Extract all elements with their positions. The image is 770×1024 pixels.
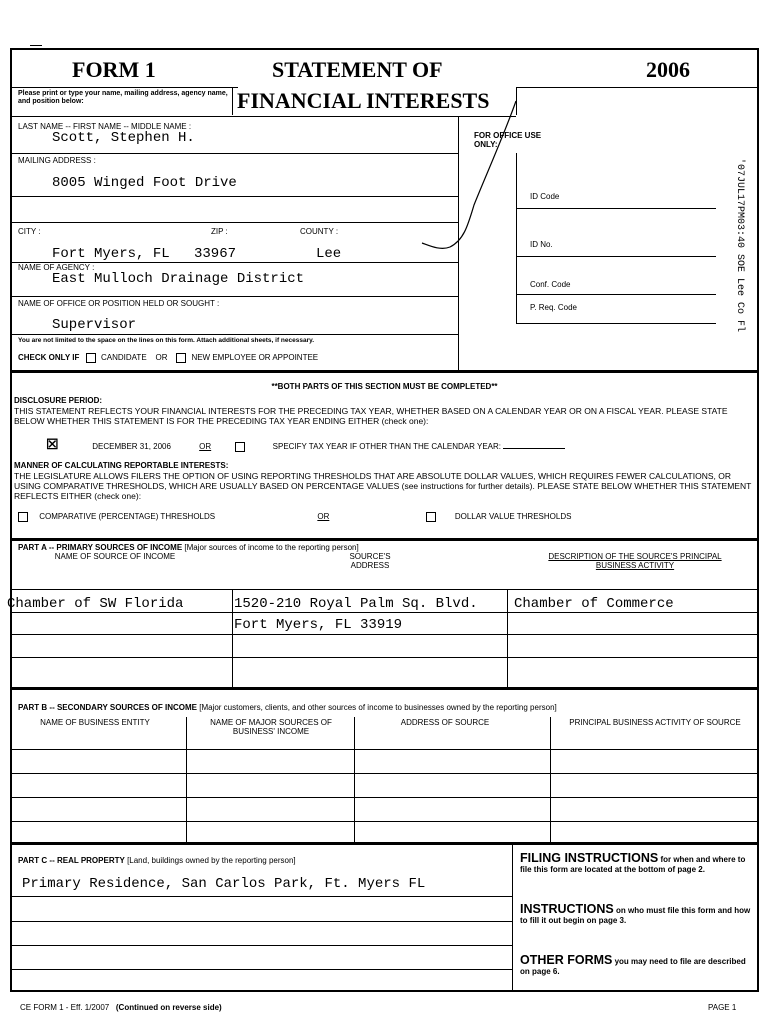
specify-label: SPECIFY TAX YEAR IF OTHER THAN THE CALENDAR YEAR: [272,442,501,451]
part-a-r1-name[interactable]: Chamber of SW Florida [7,596,184,612]
office-label: NAME OF OFFICE OR POSITION HELD OR SOUGHT : [18,299,220,308]
part-c-r1[interactable]: Primary Residence, San Carlos Park, Ft. Myers FL [22,876,426,892]
id-code-label: ID Code [530,192,560,201]
filing-heading: FILING INSTRUCTIONS [520,851,659,865]
part-a-col3-header: DESCRIPTION OF THE SOURCE'S PRINCIPAL BUSINESS ACTIVITY [548,552,722,570]
county-value[interactable]: Lee [316,246,342,262]
part-b-title: PART B -- SECONDARY SOURCES OF INCOME [18,703,197,712]
p-req-code-label: P. Req. Code [530,303,577,312]
office-stamp: '07JUL17PM03:40 SOE Lee Co Fl [734,158,745,333]
filing-text: for when and where to file this form are located at the bottom of page 2. [520,855,746,874]
part-c-title-row [18,856,296,865]
part-a-col1-header: NAME OF SOURCE OF INCOME [54,552,176,561]
conf-code-label: Conf. Code [530,280,571,289]
period-text: THIS STATEMENT REFLECTS YOUR FINANCIAL INTERESTS FOR THE PRECEDING TAX YEAR, WHETHER BASED ON A CALENDAR YEAR OR ON A FISCAL YEAR. PLEASE STATE BELOW WHETHER THIS STATEMENT IS FOR THE PRECEDING TAX YEAR ENDING EITHER (check one): [14,406,728,426]
manner-text: THE LEGISLATURE ALLOWS FILERS THE OPTION OF USING REPORTING THRESHOLDS THAT ARE ABSOLUTE DOLLAR VALUES, WHICH REQUIRES FEWER CALCULATIONS, OR USING COMPARATIVE THRESHOLDS, WHICH ARE USUALLY BASED ON PERCENTAGE VALUES (see instructions for further details). PLEASE STATE BELOW WHETHER THIS STATEMENT REFLECTS EITHER (check one): [14,471,752,501]
new-employee-checkbox[interactable] [176,353,186,363]
period-options [46,436,746,453]
city-label: CITY : [18,227,41,236]
part-a-r2-address[interactable]: Fort Myers, FL 33919 [234,617,403,633]
zip-label: ZIP : [211,227,228,236]
zip-value[interactable]: 33967 [194,246,237,262]
instr-heading: INSTRUCTIONS [520,902,614,916]
threshold-or: OR [317,512,330,522]
city-value[interactable]: Fort Myers, FL [52,246,170,262]
part-b-title-row [18,703,557,712]
title-line-2: FINANCIAL INTERESTS [237,88,490,113]
hand-drawn-line [420,95,530,265]
form-number: FORM 1 [72,57,156,82]
period-title: DISCLOSURE PERIOD: [14,396,103,405]
name-label: LAST NAME -- FIRST NAME -- MIDDLE NAME : [18,122,192,131]
other-forms [520,955,752,977]
county-label: COUNTY : [300,227,339,236]
mailing-value[interactable]: 8005 Winged Foot Drive [52,175,237,191]
mailing-label: MAILING ADDRESS : [18,156,96,165]
agency-label: NAME OF AGENCY : [18,263,95,272]
who-must-file-instructions [520,904,752,926]
part-c-subtitle: [Land, buildings owned by the reporting person] [127,856,296,865]
manner-title: MANNER OF CALCULATING REPORTABLE INTERESTS: [14,461,229,470]
other-heading: OTHER FORMS [520,953,613,967]
candidate-row [18,353,318,363]
dec31-check-icon[interactable]: ☒ [46,436,59,452]
part-a-r1-address[interactable]: 1520-210 Royal Palm Sq. Blvd. [234,596,478,612]
part-b-col1-header: NAME OF BUSINESS ENTITY [40,718,150,727]
name-value[interactable]: Scott, Stephen H. [52,130,195,146]
part-b-subtitle: [Major customers, clients, and other sources of income to businesses owned by the reporting person] [199,703,557,712]
new-employee-label: NEW EMPLOYEE OR APPOINTEE [191,353,319,363]
check-only-label: CHECK ONLY IF [18,353,80,363]
instr-text: on who must file this form and how to fill it out begin on page 3. [520,906,751,925]
period-or: OR [199,442,212,451]
form-year: 2006 [646,57,690,82]
other-year-checkbox[interactable] [235,442,245,452]
office-use-label: FOR OFFICE USE ONLY: [474,131,542,149]
id-no-label: ID No. [530,240,553,249]
part-b-col2-header: NAME OF MAJOR SOURCES OF BUSINESS' INCOME [210,718,332,736]
comparative-label: COMPARATIVE (PERCENTAGE) THRESHOLDS [39,512,216,522]
specify-line[interactable] [503,448,565,449]
page-number: PAGE 1 [708,1003,737,1012]
title-line-1: STATEMENT OF [272,57,443,82]
part-c-title: PART C -- REAL PROPERTY [18,856,125,865]
limit-note: You are not limited to the space on the lines on this form. Attach additional sheets, if necessary. [18,337,315,344]
part-b-col3-header: ADDRESS OF SOURCE [400,718,490,727]
print-note: Please print or type your name, mailing address, agency name, and position below: [18,90,228,105]
dec31-label: DECEMBER 31, 2006 [92,442,171,451]
filing-instructions [520,853,752,875]
other-text: you may need to file are described on page 6. [520,957,746,976]
comparative-checkbox[interactable] [18,512,28,522]
both-parts-note: **BOTH PARTS OF THIS SECTION MUST BE COMPLETED** [271,382,498,391]
part-b-col4-header: PRINCIPAL BUSINESS ACTIVITY OF SOURCE [569,718,741,727]
agency-value[interactable]: East Mulloch Drainage District [52,271,305,287]
or-label: OR [155,353,168,363]
part-a-title: PART A -- PRIMARY SOURCES OF INCOME [18,543,183,552]
threshold-options [18,512,718,522]
part-a-r1-activity[interactable]: Chamber of Commerce [514,596,674,612]
part-a-subtitle: [Major sources of income to the reporting person] [184,543,359,552]
continued-note: (Continued on reverse side) [115,1003,222,1012]
form-edition: CE FORM 1 - Eff. 1/2007 [20,1003,110,1012]
candidate-checkbox[interactable] [86,353,96,363]
part-a-title-row [18,543,359,552]
part-a-col2-header: SOURCE'S ADDRESS [349,552,391,570]
office-value[interactable]: Supervisor [52,317,137,333]
candidate-label: CANDIDATE [101,353,147,363]
dollar-label: DOLLAR VALUE THRESHOLDS [454,512,572,522]
dollar-checkbox[interactable] [426,512,436,522]
footer-left [20,1003,222,1012]
